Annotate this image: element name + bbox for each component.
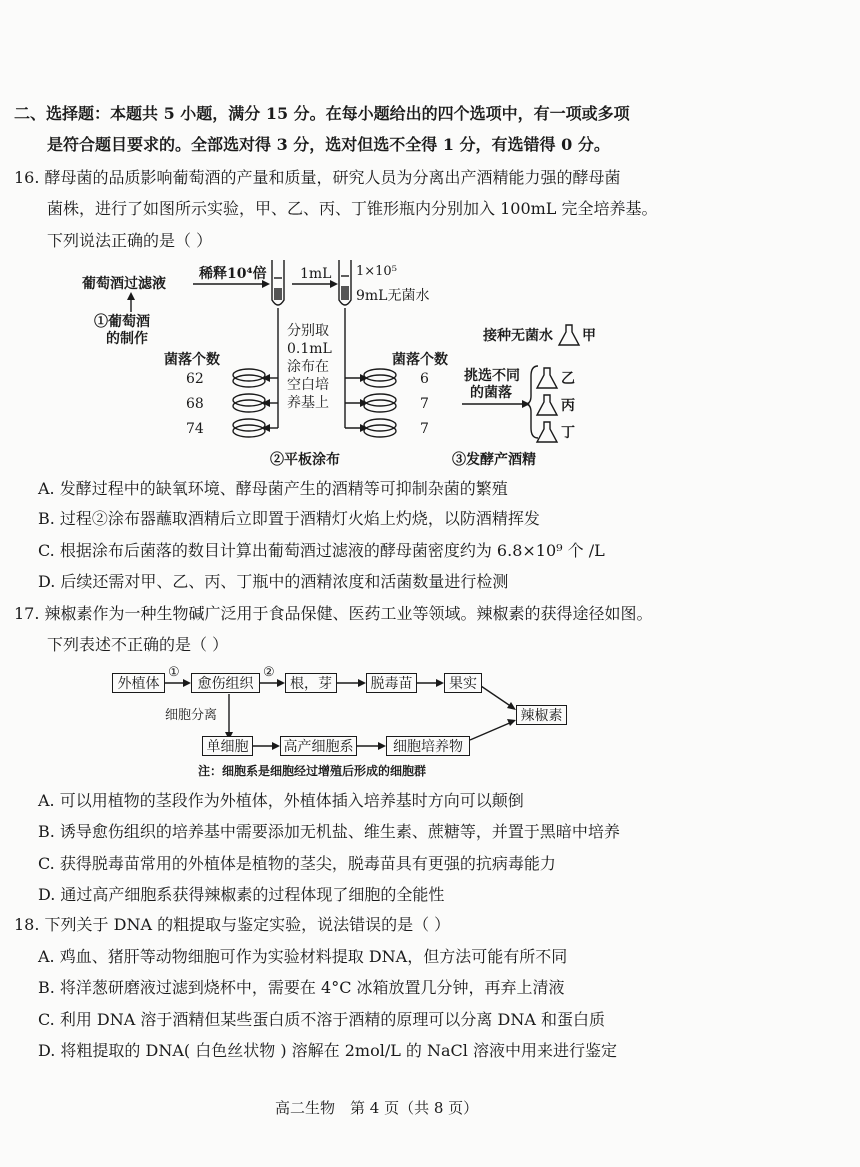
q16-colony-count: 7	[420, 421, 429, 437]
q17-option-a: A. 可以用植物的茎段作为外植体，外植体插入培养基时方向可以颠倒	[38, 791, 524, 810]
q16-stem-line2: 菌株，进行了如图所示实验，甲、乙、丙、丁锥形瓶内分别加入 100mL 完全培养基。	[47, 199, 658, 218]
q16-flask-jia: 甲	[582, 328, 596, 344]
q18-option-c: C. 利用 DNA 溶于酒精但某些蛋白质不溶于酒精的原理可以分离 DNA 和蛋白质	[38, 1010, 605, 1029]
q18-option-a: A. 鸡血、猪肝等动物细胞可作为实验材料提取 DNA，但方法可能有所不同	[38, 947, 568, 966]
q16-step3-caption: ③发酵产酒精	[452, 452, 536, 468]
q17-box-capsaicin: 辣椒素	[516, 705, 567, 725]
q17-step2-label: ②	[263, 665, 275, 680]
q17-option-d: D. 通过高产细胞系获得辣椒素的过程体现了细胞的全能性	[38, 885, 445, 904]
q17-box-culture: 细胞培养物	[386, 736, 470, 756]
q16-pick-line2: 的菌落	[470, 385, 512, 401]
q17-box-callus: 愈伤组织	[191, 673, 260, 693]
q16-pick-line1: 挑选不同	[464, 368, 520, 384]
q16-take-line: 涂布在	[287, 359, 329, 375]
q16-colony-count: 7	[420, 396, 429, 412]
q16-option-a: A. 发酵过程中的缺氧环境、酵母菌产生的酒精等可抑制杂菌的繁殖	[38, 479, 508, 498]
q16-sterile-water-label: 9mL无菌水	[356, 288, 430, 304]
q17-box-root-bud: 根，芽	[285, 673, 337, 693]
page-footer: 高二生物 第 4 页（共 8 页）	[275, 1099, 479, 1117]
q16-colony-count: 68	[186, 396, 204, 412]
q16-filtrate-label: 葡萄酒过滤液	[82, 276, 166, 292]
q16-option-c: C. 根据涂布后菌落的数目计算出葡萄酒过滤液的酵母菌密度约为 6.8×10⁹ 个 /L	[38, 541, 605, 560]
q17-step1-label: ①	[168, 665, 180, 680]
q16-stem-line3: 下列说法正确的是（ ）	[47, 231, 213, 250]
q16-flask-bing: 丙	[561, 398, 575, 414]
q17-box-single-cell: 单细胞	[202, 736, 253, 756]
q16-one-ml-label: 1mL	[300, 266, 332, 282]
section-title-line1: 二、选择题：本题共 5 小题，满分 15 分。在每小题给出的四个选项中，有一项或多项	[14, 104, 630, 123]
q18-option-b: B. 将洋葱研磨液过滤到烧杯中，需要在 4°C 冰箱放置几分钟，再弃上清液	[38, 978, 565, 997]
q18-stem: 18. 下列关于 DNA 的粗提取与鉴定实验，说法错误的是（ ）	[14, 915, 451, 934]
q16-flask-yi: 乙	[561, 371, 575, 387]
q17-stem-line1: 17. 辣椒素作为一种生物碱广泛用于食品保健、医药工业等领域。辣椒素的获得途径如图。	[14, 604, 653, 623]
q16-colony-count: 74	[186, 421, 204, 437]
q17-option-c: C. 获得脱毒苗常用的外植体是植物的茎尖，脱毒苗具有更强的抗病毒能力	[38, 854, 556, 873]
q16-take-line: 0.1mL	[287, 341, 332, 357]
q16-option-b: B. 过程②涂布器蘸取酒精后立即置于酒精灯火焰上灼烧，以防酒精挥发	[38, 509, 540, 528]
q16-take-line: 空白培	[287, 377, 329, 393]
q16-times-label: 1×10⁵	[356, 264, 397, 279]
q16-colony-count: 6	[420, 371, 429, 387]
q16-take-line: 养基上	[287, 395, 329, 411]
q16-stem-line1: 16. 酵母菌的品质影响葡萄酒的产量和质量，研究人员为分离出产酒精能力强的酵母菌	[14, 168, 621, 187]
q16-colony-label-left: 菌落个数	[164, 352, 220, 368]
q17-box-explant: 外植体	[112, 673, 165, 693]
q16-dilute-label: 稀释10⁴倍	[199, 266, 267, 282]
q16-take-line: 分别取	[287, 323, 329, 339]
q17-box-virus-free: 脱毒苗	[366, 673, 417, 693]
q16-step1-line2: 的制作	[106, 331, 148, 347]
q16-option-d: D. 后续还需对甲、乙、丙、丁瓶中的酒精浓度和活菌数量进行检测	[38, 572, 509, 591]
q16-step2-caption: ②平板涂布	[270, 452, 340, 468]
q17-stem-line2: 下列表述不正确的是（ ）	[47, 635, 229, 654]
q16-step1-line1: ①葡萄酒	[94, 314, 150, 330]
q17-option-b: B. 诱导愈伤组织的培养基中需要添加无机盐、维生素、蔗糖等，并置于黑暗中培养	[38, 822, 620, 841]
q17-diagram-note: 注：细胞系是细胞经过增殖后形成的细胞群	[198, 764, 427, 778]
q16-inoculate-label: 接种无菌水	[483, 328, 553, 344]
q16-flask-ding: 丁	[561, 425, 575, 441]
section-title-line2: 是符合题目要求的。全部选对得 3 分，选对但选不全得 1 分，有选错得 0 分。	[47, 135, 610, 154]
q17-box-high-yield: 高产细胞系	[280, 736, 357, 756]
q16-colony-count: 62	[186, 371, 204, 387]
q18-option-d: D. 将粗提取的 DNA( 白色丝状物 ) 溶解在 2mol/L 的 NaCl 溶液中用来进行鉴定	[38, 1041, 618, 1060]
q16-colony-label-right: 菌落个数	[392, 352, 448, 368]
q17-separation-label: 细胞分离	[165, 708, 218, 723]
q17-box-fruit: 果实	[444, 673, 482, 693]
